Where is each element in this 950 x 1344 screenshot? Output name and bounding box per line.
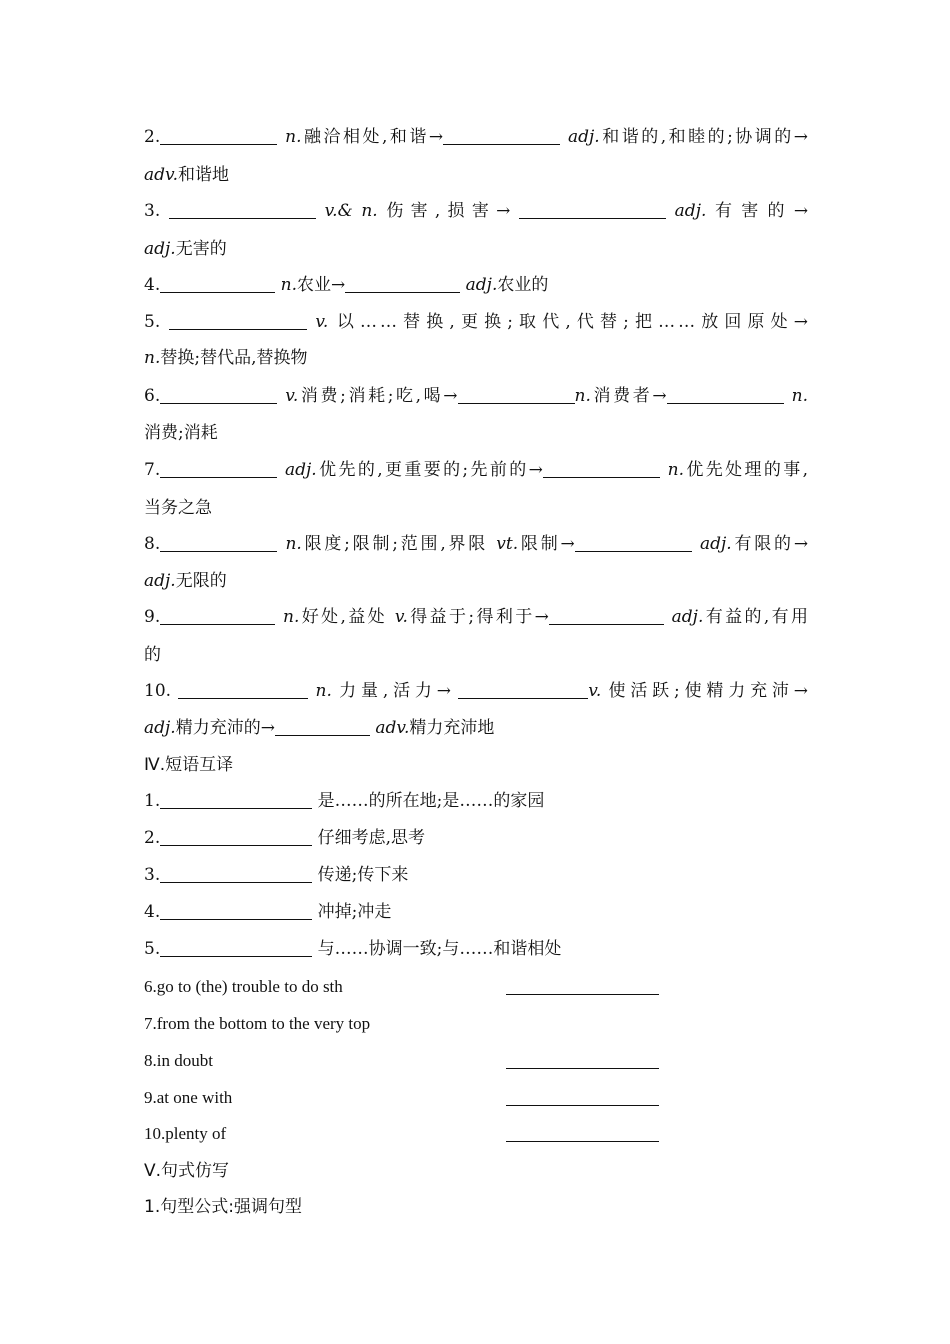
answer-blank[interactable] — [275, 718, 370, 736]
vocab-item-10 — [144, 680, 808, 702]
phrase-item-en: 8.in doubt — [144, 1051, 213, 1070]
arrow-icon: → — [793, 312, 809, 332]
vocab-item-4 — [144, 274, 808, 296]
meaning: 优先处理的事, — [684, 460, 809, 480]
meaning: 的 — [144, 645, 161, 665]
answer-blank[interactable] — [178, 681, 308, 699]
item-number: 3. — [144, 865, 161, 885]
phrase-item-en: 6.go to (the) trouble to do sth — [144, 977, 343, 996]
meaning: 以……替换,更换;取代,代替;把……放回原处 — [336, 312, 794, 332]
arrow-icon: → — [793, 681, 809, 701]
section-subheading: 1.句型公式:强调句型 — [144, 1197, 302, 1217]
part-of-speech: adj. — [144, 571, 176, 591]
meaning: 无限的 — [175, 571, 227, 591]
part-of-speech: n. — [285, 127, 302, 147]
part-of-speech: vt. — [496, 534, 519, 554]
arrow-icon: → — [560, 534, 575, 554]
vocab-item-7 — [144, 459, 808, 481]
meaning: 消费;消耗;吃,喝 — [298, 386, 444, 406]
arrow-icon: → — [331, 275, 346, 295]
item-number: 3. — [144, 201, 161, 221]
vocab-item-2-cont — [144, 164, 808, 186]
part-of-speech: adj. — [568, 127, 600, 147]
item-number: 1. — [144, 791, 161, 811]
part-of-speech: adj. — [144, 718, 176, 738]
meaning: 有益的,有用 — [703, 607, 809, 627]
meaning: 无害的 — [175, 239, 227, 259]
phrase-text: 与……协调一致;与……和谐相处 — [317, 939, 562, 959]
phrase-item-cn — [144, 827, 808, 849]
item-number: 4. — [144, 902, 161, 922]
meaning: 使活跃;使精力充沛 — [608, 681, 794, 701]
answer-blank[interactable] — [160, 275, 275, 293]
item-number: 4. — [144, 275, 161, 295]
vocab-item-5 — [144, 311, 808, 333]
answer-blank[interactable] — [160, 607, 275, 625]
meaning: 精力充沛地 — [409, 718, 495, 738]
answer-blank[interactable] — [160, 460, 277, 478]
arrow-icon: → — [793, 201, 809, 221]
item-number: 7. — [144, 460, 161, 480]
vocab-item-6 — [144, 385, 808, 407]
part-of-speech: n. — [791, 386, 809, 406]
phrase-item-cn — [144, 938, 808, 960]
meaning: 和谐地 — [178, 165, 230, 185]
vocab-item-7-cont — [144, 497, 808, 519]
answer-blank[interactable] — [169, 201, 316, 219]
meaning: 当务之急 — [144, 498, 212, 518]
meaning: 消费者 — [590, 386, 653, 406]
part-of-speech: adv. — [375, 718, 410, 738]
item-number: 2. — [144, 828, 161, 848]
meaning: 力量,活力 — [339, 681, 437, 701]
meaning: 限度;限制;范围,界限 — [301, 534, 489, 554]
phrase-text: 传递;传下来 — [317, 865, 409, 885]
item-number: 5. — [144, 312, 161, 332]
meaning: 优先的,更重要的;先前的 — [316, 460, 529, 480]
vocab-item-3-cont — [144, 238, 808, 260]
answer-blank[interactable] — [506, 1087, 659, 1106]
arrow-icon: → — [652, 386, 667, 406]
part-of-speech: v. — [394, 607, 408, 627]
arrow-icon: → — [793, 127, 809, 147]
arrow-icon: → — [443, 386, 458, 406]
answer-blank[interactable] — [667, 386, 784, 404]
answer-blank[interactable] — [506, 976, 659, 995]
phrase-text: 冲掉;冲走 — [317, 902, 392, 922]
phrase-item-cn — [144, 790, 808, 812]
meaning: 好处,益处 — [299, 607, 388, 627]
answer-blank[interactable] — [519, 201, 666, 219]
phrase-item-cn — [144, 901, 808, 923]
part-of-speech: adv. — [144, 165, 179, 185]
meaning: 有害的 — [715, 201, 794, 221]
answer-blank[interactable] — [543, 460, 660, 478]
answer-blank[interactable] — [506, 1050, 659, 1069]
arrow-icon: → — [260, 718, 275, 738]
answer-blank[interactable] — [549, 607, 664, 625]
meaning: 替换;替代品,替换物 — [160, 348, 308, 368]
part-of-speech: adj. — [699, 534, 732, 554]
meaning: 和谐的,和睦的;协调的 — [599, 127, 794, 147]
meaning: 融洽相处,和谐 — [301, 127, 429, 147]
meaning: 农业的 — [497, 275, 549, 295]
part-of-speech: adj. — [285, 460, 317, 480]
vocab-item-9-cont — [144, 644, 808, 666]
meaning: 得益于;得利于 — [407, 607, 535, 627]
phrase-text: 仔细考虑,思考 — [317, 828, 426, 848]
phrase-text: 是……的所在地;是……的家园 — [317, 791, 545, 811]
part-of-speech: n. — [283, 607, 300, 627]
part-of-speech: v.& n. — [324, 201, 378, 221]
part-of-speech: n. — [667, 460, 685, 480]
answer-blank[interactable] — [345, 275, 460, 293]
item-number: 10. — [144, 681, 172, 701]
answer-blank[interactable] — [160, 865, 312, 883]
phrase-item-en: 9.at one with — [144, 1088, 233, 1107]
arrow-icon: → — [496, 201, 511, 221]
part-of-speech: adj. — [671, 607, 704, 627]
arrow-icon: → — [534, 607, 549, 627]
part-of-speech: n. — [144, 348, 161, 368]
meaning: 伤害,损害 — [386, 201, 497, 221]
meaning: 有限的 — [731, 534, 794, 554]
part-of-speech: v. — [315, 312, 329, 332]
item-number: 2. — [144, 127, 161, 147]
part-of-speech: adj. — [465, 275, 498, 295]
part-of-speech: n. — [285, 534, 302, 554]
meaning: 农业 — [297, 275, 331, 295]
answer-blank[interactable] — [160, 939, 312, 957]
part-of-speech: adj. — [144, 239, 176, 259]
arrow-icon: → — [428, 127, 444, 147]
answer-blank[interactable] — [160, 791, 312, 809]
arrow-icon: → — [528, 460, 543, 480]
vocab-item-5-cont — [144, 347, 808, 369]
item-number: 8. — [144, 534, 161, 554]
vocab-item-2 — [144, 126, 808, 148]
part-of-speech: v. — [588, 681, 602, 701]
phrase-item-cn — [144, 864, 808, 886]
part-of-speech: v. — [285, 386, 299, 406]
part-of-speech: n. — [574, 386, 591, 406]
vocab-item-8-cont — [144, 570, 808, 592]
vocab-item-3 — [144, 200, 808, 222]
vocab-item-10-cont — [144, 717, 808, 739]
answer-blank[interactable] — [160, 534, 277, 552]
part-of-speech: n. — [280, 275, 297, 295]
item-number: 9. — [144, 607, 161, 627]
item-number: 6. — [144, 386, 161, 406]
arrow-icon: → — [793, 534, 809, 554]
answer-blank[interactable] — [160, 828, 312, 846]
answer-blank[interactable] — [169, 312, 307, 330]
answer-blank[interactable] — [458, 681, 588, 699]
arrow-icon: → — [436, 681, 451, 701]
answer-blank[interactable] — [575, 534, 692, 552]
answer-blank[interactable] — [160, 127, 277, 145]
vocab-item-6-cont — [144, 422, 808, 444]
vocab-item-8 — [144, 533, 808, 555]
answer-blank[interactable] — [443, 127, 560, 145]
section-heading: Ⅳ.短语互译 — [144, 755, 234, 775]
answer-blank[interactable] — [506, 1123, 659, 1142]
meaning: 消费;消耗 — [144, 423, 218, 443]
phrase-item-en: 10.plenty of — [144, 1124, 227, 1143]
part-of-speech: n. — [315, 681, 332, 701]
vocab-item-9 — [144, 606, 808, 628]
answer-blank[interactable] — [458, 386, 575, 404]
part-of-speech: adj. — [674, 201, 707, 221]
meaning: 限制 — [518, 534, 561, 554]
section-heading: Ⅴ.句式仿写 — [144, 1161, 230, 1181]
meaning: 精力充沛的 — [175, 718, 261, 738]
answer-blank[interactable] — [160, 902, 312, 920]
item-number: 5. — [144, 939, 161, 959]
phrase-item-en: 7.from the bottom to the very top — [144, 1014, 371, 1033]
answer-blank[interactable] — [160, 386, 277, 404]
